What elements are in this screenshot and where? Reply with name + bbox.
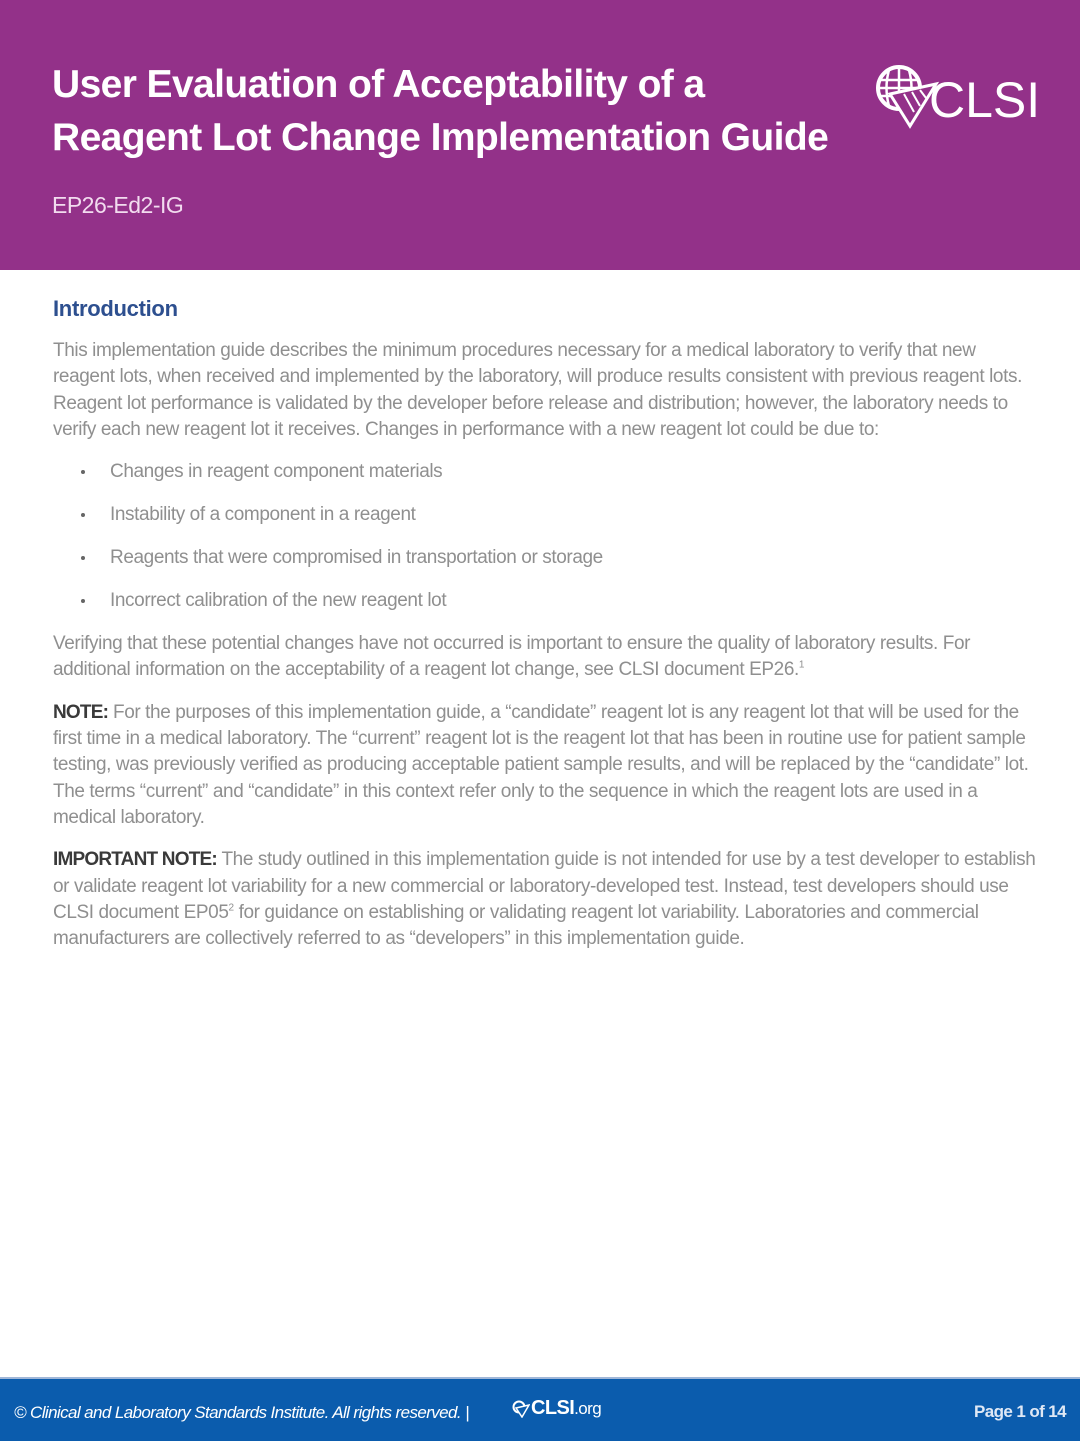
document-footer <box>0 1377 1080 1441</box>
page-indicator: Page 1 of 14 <box>973 1402 1066 1421</box>
note-paragraph: NOTE: For the purposes of this implementation guide, a “candidate” reagent lot is any reagent lot that will be used for the first time in a medical laboratory. The “current” reagent lot is the reagent lot that has been in routine use for patient sample testing, was previously verified as producing acceptable patient sample results, and will be replaced by the “candidate” lot. The terms “current” and “candidate” in this context refer only to the sequence in which the reagent lots are used in a medical laboratory. <box>53 701 1029 828</box>
document-code: EP26-Ed2-IG <box>52 192 184 218</box>
bullet-icon <box>81 513 85 517</box>
intro-paragraph: This implementation guide describes the minimum procedures necessary for a medical laboratory to verify that new reagent lots, when received and implemented by the laboratory, will produce results consistent with previous reagent lots. Reagent lot performance is validated by the developer before release and distribution; however, the laboratory needs to verify each new reagent lot it receives. Changes in performance with a new reagent lot could be due to: <box>53 340 1022 440</box>
logo-text: CLSI <box>929 72 1041 128</box>
bullet-icon <box>81 470 85 474</box>
title-line-1: User Evaluation of Acceptability of a <box>52 63 705 106</box>
reference-2: 2 <box>228 902 234 914</box>
bullet-list <box>53 459 1038 614</box>
clsi-website-link[interactable]: CLSI .org <box>512 1397 601 1420</box>
list-item: Changes in reagent component materials <box>53 459 1038 485</box>
list-item: Instability of a component in a reagent <box>53 502 1038 528</box>
document-body <box>53 296 1038 968</box>
note-label: NOTE: <box>53 701 109 723</box>
important-note-label: IMPORTANT NOTE: <box>53 849 217 871</box>
verify-paragraph: Verifying that these potential changes have not occurred is important to ensure the quality of laboratory results. For additional information on the acceptability of a reagent lot change, see CLSI document EP26.$^1$ <box>53 633 971 681</box>
copyright-text: © Clinical and Laboratory Standards Institute. All rights reserved. | <box>14 1403 469 1422</box>
clsi-logo-icon <box>512 1400 530 1418</box>
document-title <box>52 58 892 164</box>
list-item: Reagents that were compromised in transportation or storage <box>53 545 1038 571</box>
title-line-2: Reagent Lot Change Implementation Guide <box>52 116 829 159</box>
bullet-icon <box>81 599 85 603</box>
bullet-icon <box>81 556 85 560</box>
important-note-paragraph: IMPORTANT NOTE: The study outlined in this implementation guide is not intended for use by a test developer to establish or validate reagent lot variability for a new commercial or laboratory-developed test. Instead, test developers should use CLSI document $EP05^2$ for guidance on establishing or validating reagent lot variability. Laboratories and commercial manufacturers are collectively referred to as “developers” in this implementation guide. <box>53 849 1036 950</box>
reference-1: 1 <box>798 660 805 672</box>
clsi-logo <box>874 62 1039 132</box>
document-header <box>0 0 1080 270</box>
section-title: Introduction <box>53 296 178 321</box>
list-item: Incorrect calibration of the new reagent lot <box>53 588 1038 614</box>
